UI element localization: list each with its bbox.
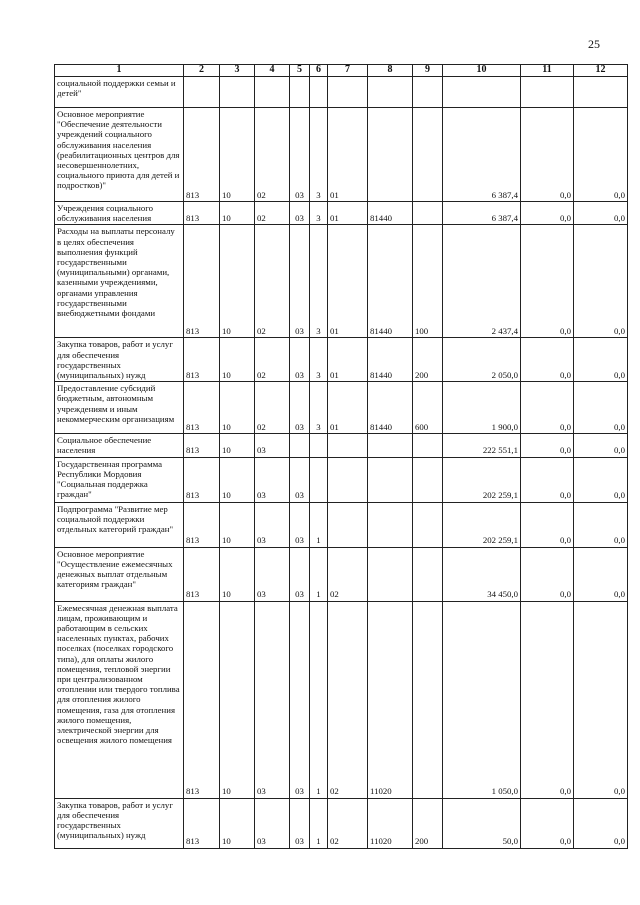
row-c2-cell: 813 xyxy=(184,457,220,502)
header-cell: 12 xyxy=(574,65,628,77)
row-c4-cell: 02 xyxy=(255,225,290,338)
row-c11-cell: 0,0 xyxy=(521,108,574,202)
row-c3-cell: 10 xyxy=(220,502,255,547)
row-c3-cell: 10 xyxy=(220,798,255,848)
row-c9-cell xyxy=(413,108,443,202)
table-row xyxy=(55,225,628,338)
row-c9-cell xyxy=(413,457,443,502)
table-row xyxy=(55,202,628,225)
row-c12-cell: 0,0 xyxy=(574,382,628,434)
row-c5-cell: 03 xyxy=(290,798,310,848)
row-name-cell: Закупка товаров, работ и услуг для обеспечения государственных (муниципальных) нужд xyxy=(55,798,184,848)
row-c7-cell: 02 xyxy=(328,601,368,798)
row-c5-cell: 03 xyxy=(290,338,310,382)
row-c3-cell xyxy=(220,77,255,108)
row-c6-cell: 1 xyxy=(310,798,328,848)
row-c11-cell: 0,0 xyxy=(521,601,574,798)
row-c9-cell: 600 xyxy=(413,382,443,434)
header-cell: 11 xyxy=(521,65,574,77)
row-name-cell: Закупка товаров, работ и услуг для обеспечения государственных (муниципальных) нужд xyxy=(55,338,184,382)
table-row xyxy=(55,338,628,382)
row-c5-cell xyxy=(290,77,310,108)
header-cell: 5 xyxy=(290,65,310,77)
row-c9-cell xyxy=(413,601,443,798)
row-c4-cell: 03 xyxy=(255,502,290,547)
header-cell: 2 xyxy=(184,65,220,77)
row-c5-cell: 03 xyxy=(290,547,310,601)
row-c4-cell: 02 xyxy=(255,338,290,382)
row-c10-cell: 1 900,0 xyxy=(443,382,521,434)
row-c2-cell xyxy=(184,77,220,108)
header-cell: 4 xyxy=(255,65,290,77)
row-c6-cell: 3 xyxy=(310,108,328,202)
row-c5-cell: 03 xyxy=(290,225,310,338)
row-c2-cell: 813 xyxy=(184,434,220,457)
row-c2-cell: 813 xyxy=(184,601,220,798)
table-row xyxy=(55,502,628,547)
row-c9-cell xyxy=(413,202,443,225)
row-c6-cell xyxy=(310,457,328,502)
row-c3-cell: 10 xyxy=(220,108,255,202)
row-c2-cell: 813 xyxy=(184,338,220,382)
row-c7-cell: 01 xyxy=(328,225,368,338)
row-c11-cell: 0,0 xyxy=(521,457,574,502)
row-c4-cell: 03 xyxy=(255,457,290,502)
row-c2-cell: 813 xyxy=(184,382,220,434)
header-cell: 6 xyxy=(310,65,328,77)
row-c10-cell: 222 551,1 xyxy=(443,434,521,457)
row-c11-cell: 0,0 xyxy=(521,202,574,225)
row-c8-cell xyxy=(368,457,413,502)
row-c3-cell: 10 xyxy=(220,225,255,338)
row-c3-cell: 10 xyxy=(220,601,255,798)
budget-table xyxy=(54,64,628,849)
row-c2-cell: 813 xyxy=(184,225,220,338)
row-c8-cell xyxy=(368,108,413,202)
row-c9-cell xyxy=(413,77,443,108)
table-row xyxy=(55,798,628,848)
row-c4-cell: 02 xyxy=(255,108,290,202)
page-number: 25 xyxy=(588,37,600,51)
row-c9-cell xyxy=(413,434,443,457)
row-c6-cell: 3 xyxy=(310,202,328,225)
row-c3-cell: 10 xyxy=(220,547,255,601)
row-c11-cell: 0,0 xyxy=(521,382,574,434)
row-c4-cell: 02 xyxy=(255,382,290,434)
row-c8-cell: 81440 xyxy=(368,225,413,338)
row-name-cell: Основное мероприятие "Осуществление ежемесячных денежных выплат отдельным категориям граждан" xyxy=(55,547,184,601)
row-c10-cell: 6 387,4 xyxy=(443,202,521,225)
row-c11-cell: 0,0 xyxy=(521,502,574,547)
row-c3-cell: 10 xyxy=(220,457,255,502)
header-row xyxy=(55,65,628,77)
row-c12-cell: 0,0 xyxy=(574,601,628,798)
row-c7-cell: 01 xyxy=(328,338,368,382)
row-c12-cell: 0,0 xyxy=(574,547,628,601)
row-c7-cell: 01 xyxy=(328,202,368,225)
row-c5-cell: 03 xyxy=(290,202,310,225)
row-c10-cell: 2 437,4 xyxy=(443,225,521,338)
row-name-cell: социальной поддержки семьи и детей" xyxy=(55,77,184,108)
row-c12-cell: 0,0 xyxy=(574,202,628,225)
row-c4-cell: 03 xyxy=(255,601,290,798)
row-c11-cell: 0,0 xyxy=(521,547,574,601)
header-cell: 9 xyxy=(413,65,443,77)
header-cell: 3 xyxy=(220,65,255,77)
row-c2-cell: 813 xyxy=(184,108,220,202)
table-row xyxy=(55,382,628,434)
header-cell: 8 xyxy=(368,65,413,77)
row-c8-cell: 81440 xyxy=(368,202,413,225)
row-c7-cell: 01 xyxy=(328,382,368,434)
table-row xyxy=(55,434,628,457)
table-row xyxy=(55,547,628,601)
row-c10-cell: 202 259,1 xyxy=(443,457,521,502)
table-row xyxy=(55,601,628,798)
row-c7-cell xyxy=(328,77,368,108)
row-c8-cell xyxy=(368,547,413,601)
row-c12-cell: 0,0 xyxy=(574,225,628,338)
row-c5-cell: 03 xyxy=(290,601,310,798)
row-c4-cell: 03 xyxy=(255,547,290,601)
row-c6-cell: 3 xyxy=(310,225,328,338)
header-cell: 7 xyxy=(328,65,368,77)
row-c10-cell: 6 387,4 xyxy=(443,108,521,202)
row-name-cell: Ежемесячная денежная выплата лицам, проживающим и работающим в сельских населенных пунктах, рабочих поселках (поселках городского типа), для оплаты жилого помещения, тепловой энергии при централизованном отоплении или твердого топлива для отопления жилого помещения, газа для отопления жилого помещения, электрической энергии для освещения жилого помещения xyxy=(55,601,184,798)
row-name-cell: Учреждения социального обслуживания населения xyxy=(55,202,184,225)
row-c2-cell: 813 xyxy=(184,202,220,225)
row-c6-cell: 1 xyxy=(310,547,328,601)
row-c2-cell: 813 xyxy=(184,798,220,848)
row-name-cell: Основное мероприятие "Обеспечение деятельности учреждений социального обслуживания населения (реабилитационных центров для несовершеннолетних, социального приюта для детей и подростков)" xyxy=(55,108,184,202)
row-c8-cell xyxy=(368,77,413,108)
row-c8-cell: 81440 xyxy=(368,382,413,434)
row-c6-cell xyxy=(310,434,328,457)
row-c7-cell xyxy=(328,434,368,457)
row-c7-cell: 02 xyxy=(328,547,368,601)
row-c10-cell: 50,0 xyxy=(443,798,521,848)
row-c6-cell xyxy=(310,77,328,108)
table-row xyxy=(55,108,628,202)
row-c7-cell xyxy=(328,502,368,547)
row-c3-cell: 10 xyxy=(220,382,255,434)
row-c12-cell: 0,0 xyxy=(574,798,628,848)
row-c5-cell: 03 xyxy=(290,382,310,434)
row-c12-cell: 0,0 xyxy=(574,502,628,547)
row-c7-cell: 01 xyxy=(328,108,368,202)
row-name-cell: Предоставление субсидий бюджетным, автономным учреждениям и иным некоммерческим организациям xyxy=(55,382,184,434)
row-c8-cell xyxy=(368,502,413,547)
row-c9-cell xyxy=(413,547,443,601)
row-c11-cell: 0,0 xyxy=(521,434,574,457)
row-c3-cell: 10 xyxy=(220,434,255,457)
row-c6-cell: 1 xyxy=(310,601,328,798)
row-c11-cell: 0,0 xyxy=(521,798,574,848)
row-c3-cell: 10 xyxy=(220,202,255,225)
row-c11-cell: 0,0 xyxy=(521,338,574,382)
row-c2-cell: 813 xyxy=(184,547,220,601)
row-c4-cell: 03 xyxy=(255,434,290,457)
row-name-cell: Подпрограмма "Развитие мер социальной поддержки отдельных категорий граждан" xyxy=(55,502,184,547)
row-c10-cell: 34 450,0 xyxy=(443,547,521,601)
header-cell: 10 xyxy=(443,65,521,77)
row-c10-cell: 2 050,0 xyxy=(443,338,521,382)
row-c4-cell: 03 xyxy=(255,798,290,848)
row-c6-cell: 3 xyxy=(310,338,328,382)
row-c6-cell: 1 xyxy=(310,502,328,547)
header-cell: 1 xyxy=(55,65,184,77)
row-c4-cell: 02 xyxy=(255,202,290,225)
row-c12-cell: 0,0 xyxy=(574,457,628,502)
row-c5-cell: 03 xyxy=(290,108,310,202)
row-c5-cell xyxy=(290,434,310,457)
row-c8-cell xyxy=(368,434,413,457)
row-c9-cell xyxy=(413,502,443,547)
row-c9-cell: 100 xyxy=(413,225,443,338)
row-c8-cell: 11020 xyxy=(368,601,413,798)
row-c2-cell: 813 xyxy=(184,502,220,547)
row-name-cell: Государственная программа Республики Мордовия "Социальная поддержка граждан" xyxy=(55,457,184,502)
row-c8-cell: 11020 xyxy=(368,798,413,848)
row-name-cell: Расходы на выплаты персоналу в целях обеспечения выполнения функций государственными (муниципальными) органами, казенными учреждениями, органами управления государственными внебюджетными фондами xyxy=(55,225,184,338)
row-c6-cell: 3 xyxy=(310,382,328,434)
row-c7-cell: 02 xyxy=(328,798,368,848)
row-c5-cell: 03 xyxy=(290,502,310,547)
row-c5-cell: 03 xyxy=(290,457,310,502)
row-c4-cell xyxy=(255,77,290,108)
row-c7-cell xyxy=(328,457,368,502)
row-c9-cell: 200 xyxy=(413,798,443,848)
row-c3-cell: 10 xyxy=(220,338,255,382)
row-c10-cell xyxy=(443,77,521,108)
row-c8-cell: 81440 xyxy=(368,338,413,382)
row-c12-cell: 0,0 xyxy=(574,338,628,382)
row-c12-cell xyxy=(574,77,628,108)
table-row xyxy=(55,457,628,502)
row-c10-cell: 1 050,0 xyxy=(443,601,521,798)
row-c11-cell: 0,0 xyxy=(521,225,574,338)
row-c12-cell: 0,0 xyxy=(574,108,628,202)
row-c11-cell xyxy=(521,77,574,108)
row-c10-cell: 202 259,1 xyxy=(443,502,521,547)
row-c12-cell: 0,0 xyxy=(574,434,628,457)
row-name-cell: Социальное обеспечение населения xyxy=(55,434,184,457)
row-c9-cell: 200 xyxy=(413,338,443,382)
table-row xyxy=(55,77,628,108)
